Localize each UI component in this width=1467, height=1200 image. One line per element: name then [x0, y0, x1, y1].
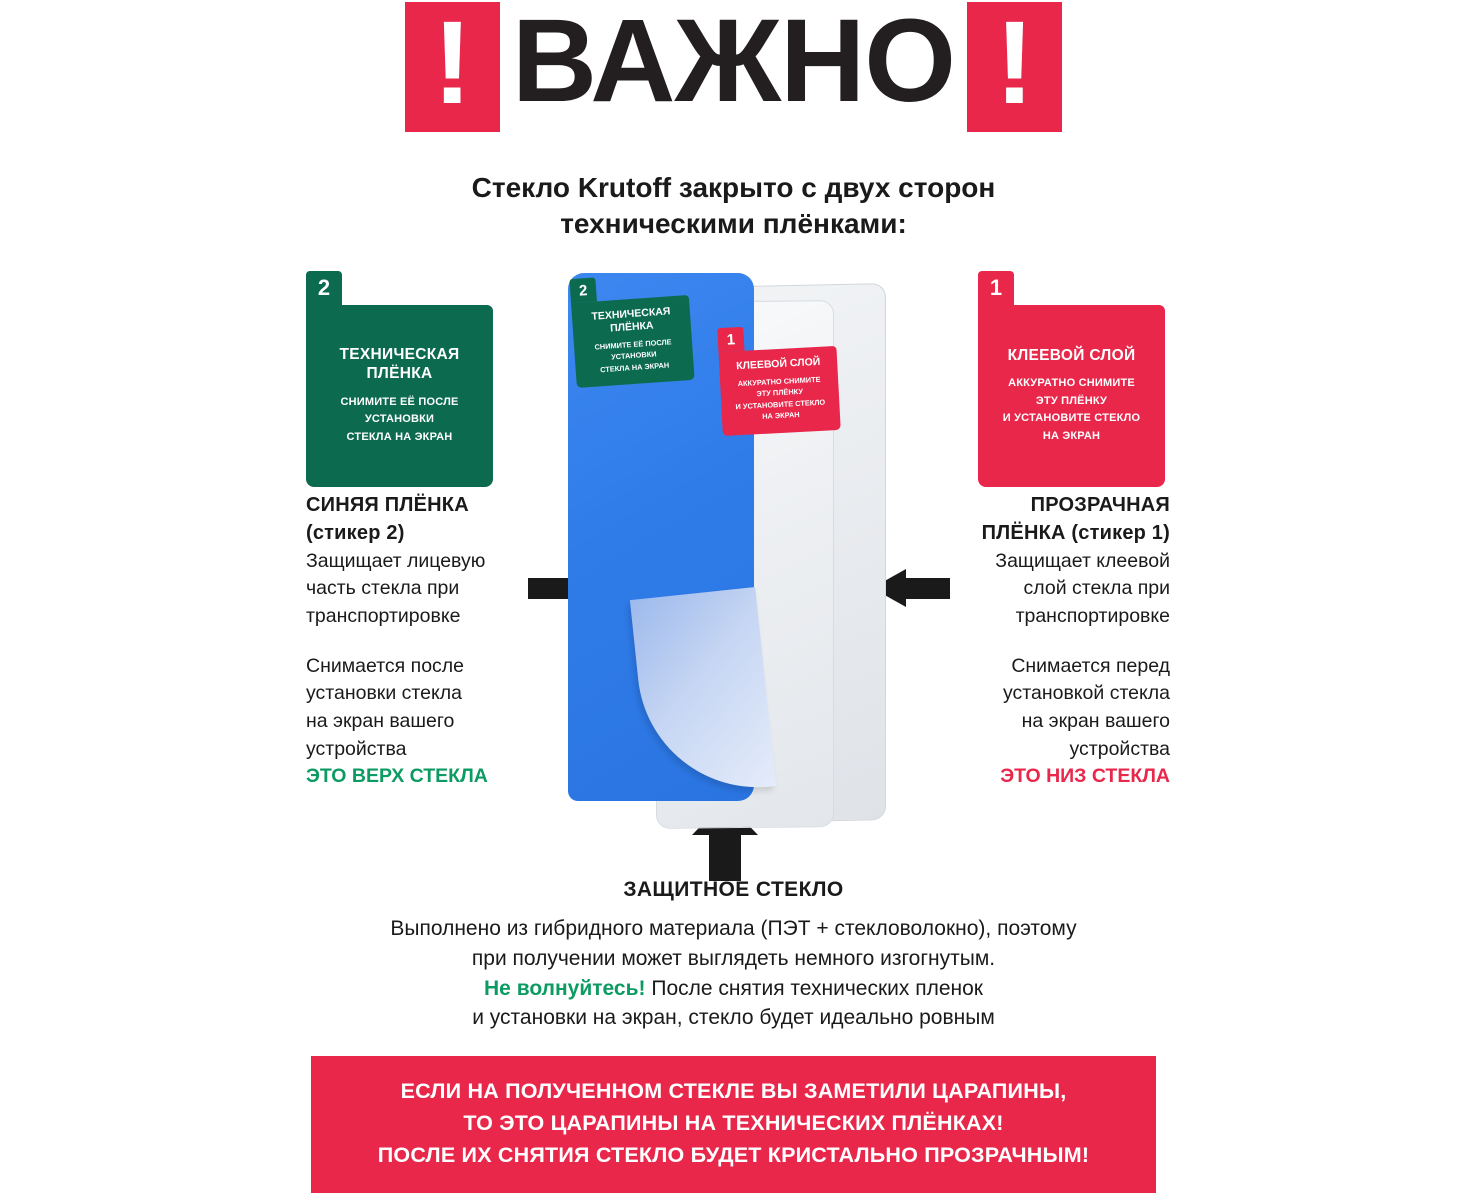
caption-left-body2-1: Снимается после — [306, 654, 465, 677]
mini-sticker-red-body — [719, 346, 841, 436]
protective-glass-description — [0, 878, 1467, 1033]
sticker-green-number: 2 — [306, 271, 342, 305]
warning-banner — [311, 1056, 1156, 1193]
glass-block-line-3-rest: После снятия технических пленок — [645, 976, 983, 1000]
caption-right-head-1: ПРОЗРАЧНАЯ — [1030, 493, 1170, 516]
caption-right-spacer — [940, 631, 1170, 653]
glass-block-line-1: Выполнено из гибридного материала (ПЭТ + стекловолокно), поэтому — [390, 917, 1077, 940]
caption-left-body-2: часть стекла при — [306, 577, 460, 600]
caption-left-body2-4: устройства — [306, 737, 407, 760]
header-banner — [0, 0, 1467, 132]
mini-red-sub-2: ЭТУ ПЛЁНКУ — [756, 386, 804, 399]
mini-sticker-green-number: 2 — [569, 277, 597, 303]
caption-right-body-3: транспортировке — [1015, 604, 1170, 627]
mini-sticker-green-body — [571, 295, 695, 388]
banner-line-3: ПОСЛЕ ИХ СНЯТИЯ СТЕКЛО БУДЕТ КРИСТАЛЬНО ПРОЗРАЧНЫМ! — [377, 1142, 1090, 1167]
sticker-red-sub-4: НА ЭКРАН — [1042, 430, 1101, 443]
mini-red-sub-1: АККУРАТНО СНИМИТЕ — [737, 374, 821, 388]
exclamation-right-icon — [967, 2, 1062, 132]
sticker-red-number: 1 — [978, 271, 1014, 305]
exclamation-left-icon — [405, 2, 500, 132]
sticker-red-body — [978, 305, 1165, 487]
mini-green-sub-3: СТЕКЛА НА ЭКРАН — [599, 359, 670, 374]
caption-right-body2-4: устройства — [1069, 737, 1170, 760]
banner-line-1: ЕСЛИ НА ПОЛУЧЕННОМ СТЕКЛЕ ВЫ ЗАМЕТИЛИ ЦАРАПИНЫ, — [400, 1079, 1067, 1103]
caption-right-accent: ЭТО НИЗ СТЕКЛА — [1000, 765, 1170, 788]
mini-sticker-red — [717, 322, 840, 436]
sticker-green-sub-1: СНИМИТЕ ЕЁ ПОСЛЕ — [340, 395, 459, 408]
mini-green-title-1: ТЕХНИЧЕСКАЯ — [591, 305, 671, 323]
glass-block-body — [0, 914, 1467, 1033]
diagram-area — [0, 263, 1467, 903]
subtitle-line-1: Стекло Krutoff закрыто с двух сторон — [471, 172, 996, 203]
exclamation-left-glyph: ! — [432, 0, 473, 129]
glass-block-title: ЗАЩИТНОЕ СТЕКЛО — [623, 878, 844, 901]
caption-left-spacer — [306, 631, 536, 653]
glass-block-line-2: при получении может выглядеть немного изгогнутым. — [471, 946, 996, 970]
mini-green-sub-2: УСТАНОВКИ — [610, 349, 657, 362]
caption-left-body-3: транспортировке — [306, 604, 461, 627]
sticker-card-green — [306, 271, 493, 487]
sticker-card-red — [978, 271, 1165, 487]
caption-left-body2-3: на экран вашего — [306, 710, 455, 732]
mini-sticker-red-number: 1 — [717, 327, 744, 352]
sticker-red-sub-3: И УСТАНОВИТЕ СТЕКЛО — [1002, 412, 1141, 425]
caption-blue-film — [306, 491, 536, 791]
sticker-green-body — [306, 305, 493, 487]
glass-block-line-3-bold: Не волнуйтесь! — [484, 976, 646, 1000]
exclamation-right-glyph: ! — [994, 0, 1035, 129]
caption-left-body2-2: установки стекла — [306, 682, 462, 705]
header-band — [405, 2, 1062, 132]
mini-red-sub-3: И УСТАНОВИТЕ СТЕКЛО — [735, 397, 826, 411]
mini-sticker-green — [569, 271, 694, 388]
caption-right-body-2: слой стекла при — [1023, 577, 1170, 600]
mini-red-title-1: КЛЕЕВОЙ СЛОЙ — [735, 355, 821, 372]
sticker-green-sub-3: СТЕКЛА НА ЭКРАН — [346, 430, 453, 443]
subtitle — [0, 170, 1467, 243]
caption-clear-film — [940, 491, 1170, 791]
glass-illustration — [548, 263, 928, 843]
page-title: ВАЖНО — [511, 0, 956, 127]
sticker-red-sub-1: АККУРАТНО СНИМИТЕ — [1008, 377, 1135, 390]
subtitle-line-2: техническими плёнками: — [560, 208, 907, 240]
glass-block-line-3 — [0, 974, 1467, 1004]
sticker-green-title-2: ПЛЁНКА — [366, 365, 433, 383]
caption-right-body2-2: установкой стекла — [1003, 682, 1170, 705]
caption-left-head-1: СИНЯЯ ПЛЁНКА — [306, 493, 469, 516]
caption-right-head-2: ПЛЁНКА (стикер 1) — [981, 522, 1170, 545]
sticker-green-title-1: ТЕХНИЧЕСКАЯ — [339, 346, 460, 364]
glass-block-line-4: и установки на экран, стекло будет идеально ровным — [472, 1006, 995, 1030]
sticker-green-sub-2: УСТАНОВКИ — [364, 413, 435, 426]
caption-left-head-2: (стикер 2) — [306, 522, 405, 545]
sticker-red-title-1: КЛЕЕВОЙ СЛОЙ — [1007, 346, 1136, 364]
mini-green-title-2: ПЛЁНКА — [609, 319, 654, 335]
caption-right-body2-1: Снимается перед — [1011, 654, 1170, 677]
caption-right-body-1: Защищает клеевой — [995, 549, 1170, 572]
mini-red-sub-4: НА ЭКРАН — [761, 409, 800, 421]
caption-left-accent: ЭТО ВЕРХ СТЕКЛА — [306, 765, 488, 788]
caption-left-body-1: Защищает лицевую — [306, 549, 486, 572]
sticker-red-sub-2: ЭТУ ПЛЁНКУ — [1035, 394, 1108, 407]
mini-green-sub-1: СНИМИТЕ ЕЁ ПОСЛЕ — [594, 336, 672, 352]
banner-line-2: ТО ЭТО ЦАРАПИНЫ НА ТЕХНИЧЕСКИХ ПЛЁНКАХ! — [463, 1110, 1004, 1135]
caption-right-body2-3: на экран вашего — [1021, 710, 1170, 732]
